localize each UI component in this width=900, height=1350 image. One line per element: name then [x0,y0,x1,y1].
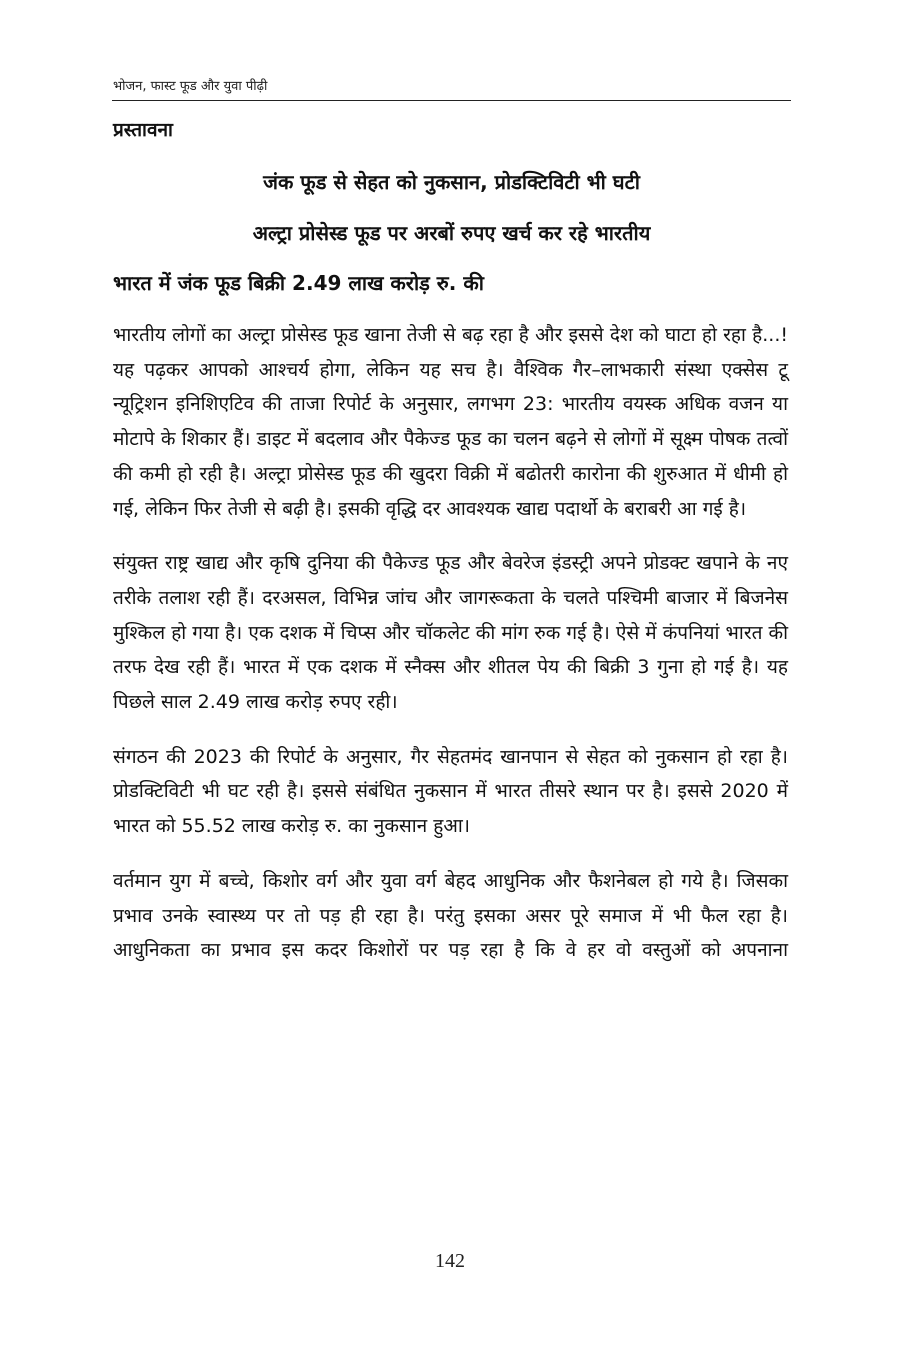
page-number: 142 [435,1250,465,1272]
paragraph: संयुक्त राष्ट्र खाद्य और कृषि दुनिया की पैकेज्ड फूड और बेवरेज इंडस्ट्री अपने प्रोडक्ट खपाने के नए तरीके तलाश रही हैं। दरअसल, विभिन्न जांच और जागरूकता के चलते पश्चिमी बाजार में बिजनेस मुश्किल हो गया है। एक दशक में चिप्स और चॉकलेट की मांग रुक गई है। ऐसे में कंपनियां भारत की तरफ देख रही हैं। भारत में एक दशक में स्नैक्स और शीतल पेय की बिक्री 3 गुना हो गई है। यह पिछले साल 2.49 लाख करोड़ रुपए रही। [113,552,788,714]
section-label: प्रस्तावना [113,119,173,141]
running-title: भोजन, फास्ट फूड और युवा पीढ़ी [113,79,268,94]
headline-subheading: भारत में जंक फूड बिक्री 2.49 लाख करोड़ रु. की [113,271,484,295]
paragraph: संगठन की 2023 की रिपोर्ट के अनुसार, गैर सेहतमंद खानपान से सेहत को नुकसान हो रहा है। प्रोडक्टिविटी भी घट रही है। इससे संबंधित नुकसान में भारत तीसरे स्थान पर है। इससे 2020 में भारत को 55.52 लाख करोड़ रु. का नुकसान हुआ। [113,745,788,838]
paragraph: भारतीय लोगों का अल्ट्रा प्रोसेस्ड फूड खाना तेजी से बढ़ रहा है और इससे देश को घाटा हो रहा है...! यह पढ़कर आपको आश्चर्य होगा, लेकिन यह सच है। वैश्विक गैर–लाभकारी संस्था एक्सेस टू न्यूट्रिशन इनिशिएटिव की ताजा रिपोर्ट के अनुसार, लगभग 23: भारतीय वयस्क अधिक वजन या मोटापे के शिकार हैं। डाइट में बदलाव और पैकेज्ड फूड का चलन बढ़ने से लोगों में सूक्ष्म पोषक तत्वों की कमी हो रही है। अल्ट्रा प्रोसेस्ड फूड की खुदरा विक्री में बढोतरी कारोना की शुरुआत में धीमी हो गई, लेकिन फिर तेजी से बढ़ी है। इसकी वृद्धि दर आवश्यक खाद्य पदार्थो के बराबरी आ गई है। [113,324,788,520]
headline-secondary: अल्ट्रा प्रोसेस्ड फूड पर अरबों रुपए खर्च कर रहे भारतीय [252,221,651,245]
header-divider [112,100,791,101]
headline-primary: जंक फूड से सेहत को नुकसान, प्रोडक्टिविटी भी घटी [263,170,640,194]
paragraph: वर्तमान युग में बच्चे, किशोर वर्ग और युवा वर्ग बेहद आधुनिक और फैशनेबल हो गये है। जिसका प्रभाव उनके स्वास्थ्य पर तो पड़ ही रहा है। परंतु इसका असर पूरे समाज में भी फैल रहा है। आधुनिकता का प्रभाव इस कदर किशोरों पर पड़ रहा है कि वे हर वो वस्तुओं को अपनाना [113,869,788,962]
article-body [113,318,788,988]
